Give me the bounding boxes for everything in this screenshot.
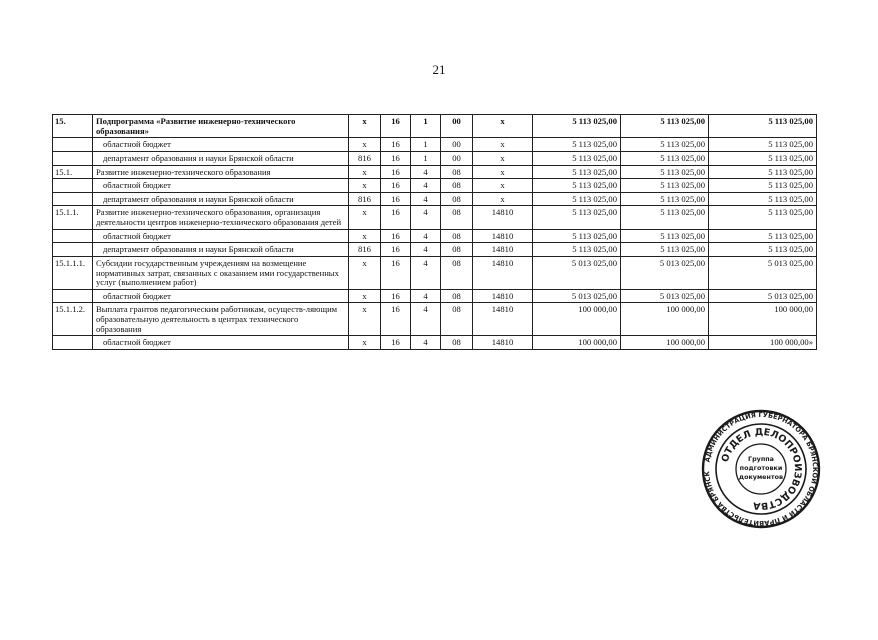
- cell-amount-3: 5 113 025,00: [709, 192, 817, 206]
- cell-subsection: 4: [411, 336, 441, 350]
- cell-name: Развитие инженерно-технического образования, организация деятельности центров инженерно-технического образования детей: [93, 206, 349, 229]
- cell-section: 16: [381, 289, 411, 303]
- cell-subsection: 4: [411, 289, 441, 303]
- cell-target-code: х: [473, 115, 533, 138]
- cell-amount-3: 5 113 025,00: [709, 243, 817, 257]
- cell-target-code: 14810: [473, 336, 533, 350]
- cell-program-code: 08: [441, 179, 473, 193]
- cell-name: Развитие инженерно-технического образования: [93, 165, 349, 179]
- cell-amount-1: 5 113 025,00: [533, 229, 621, 243]
- cell-amount-1: 5 113 025,00: [533, 179, 621, 193]
- cell-grbs: х: [349, 229, 381, 243]
- cell-program-code: 08: [441, 165, 473, 179]
- table-row: [53, 165, 817, 179]
- cell-name: областной бюджет: [93, 179, 349, 193]
- cell-grbs: х: [349, 165, 381, 179]
- cell-amount-2: 5 113 025,00: [621, 243, 709, 257]
- cell-program-code: 08: [441, 192, 473, 206]
- cell-program-code: 00: [441, 138, 473, 152]
- cell-section: 16: [381, 336, 411, 350]
- cell-name: областной бюджет: [93, 336, 349, 350]
- svg-text:ОТДЕЛ ДЕЛОПРОИЗВОДСТВА: ОТДЕЛ ДЕЛОПРОИЗВОДСТВА: [719, 426, 804, 512]
- cell-number: 15.1.1.1.: [53, 256, 93, 289]
- cell-amount-1: 5 013 025,00: [533, 256, 621, 289]
- cell-section: 16: [381, 192, 411, 206]
- cell-amount-1: 5 113 025,00: [533, 115, 621, 138]
- cell-subsection: 4: [411, 243, 441, 257]
- cell-target-code: 14810: [473, 289, 533, 303]
- cell-amount-3: 5 113 025,00: [709, 229, 817, 243]
- table-body: [53, 115, 817, 350]
- cell-section: 16: [381, 115, 411, 138]
- cell-amount-1: 100 000,00: [533, 303, 621, 336]
- cell-amount-2: 100 000,00: [621, 303, 709, 336]
- cell-subsection: 4: [411, 206, 441, 229]
- table-row: [53, 256, 817, 289]
- cell-program-code: 00: [441, 115, 473, 138]
- cell-subsection: 1: [411, 115, 441, 138]
- cell-target-code: 14810: [473, 243, 533, 257]
- cell-number: [53, 179, 93, 193]
- cell-subsection: 4: [411, 303, 441, 336]
- cell-target-code: 14810: [473, 303, 533, 336]
- cell-grbs: х: [349, 179, 381, 193]
- cell-name: областной бюджет: [93, 229, 349, 243]
- cell-number: [53, 138, 93, 152]
- cell-section: 16: [381, 179, 411, 193]
- cell-program-code: 00: [441, 151, 473, 165]
- cell-name: департамент образования и науки Брянской области: [93, 151, 349, 165]
- cell-program-code: 08: [441, 229, 473, 243]
- cell-number: 15.1.1.2.: [53, 303, 93, 336]
- office-stamp: [700, 408, 822, 530]
- cell-program-code: 08: [441, 243, 473, 257]
- cell-amount-2: 100 000,00: [621, 336, 709, 350]
- cell-amount-3: 5 113 025,00: [709, 179, 817, 193]
- cell-grbs: х: [349, 206, 381, 229]
- cell-amount-2: 5 113 025,00: [621, 115, 709, 138]
- cell-number: 15.: [53, 115, 93, 138]
- table-row: [53, 151, 817, 165]
- cell-target-code: х: [473, 138, 533, 152]
- cell-amount-3: 5 113 025,00: [709, 115, 817, 138]
- cell-subsection: 1: [411, 151, 441, 165]
- cell-section: 16: [381, 243, 411, 257]
- cell-number: [53, 336, 93, 350]
- cell-subsection: 4: [411, 192, 441, 206]
- table-row: [53, 179, 817, 193]
- cell-amount-2: 5 113 025,00: [621, 138, 709, 152]
- cell-program-code: 08: [441, 289, 473, 303]
- cell-target-code: х: [473, 165, 533, 179]
- cell-section: 16: [381, 138, 411, 152]
- cell-amount-3: 100 000,00»: [709, 336, 817, 350]
- cell-amount-3: 5 113 025,00: [709, 151, 817, 165]
- cell-target-code: х: [473, 179, 533, 193]
- table-row: [53, 336, 817, 350]
- table-row: [53, 229, 817, 243]
- svg-text:документов: документов: [738, 473, 784, 481]
- cell-amount-2: 5 013 025,00: [621, 256, 709, 289]
- cell-section: 16: [381, 165, 411, 179]
- cell-grbs: х: [349, 289, 381, 303]
- cell-section: 16: [381, 303, 411, 336]
- cell-amount-3: 5 113 025,00: [709, 138, 817, 152]
- cell-section: 16: [381, 256, 411, 289]
- cell-amount-2: 5 113 025,00: [621, 206, 709, 229]
- cell-amount-2: 5 013 025,00: [621, 289, 709, 303]
- cell-name: Выплата грантов педагогическим работникам, осуществ-ляющим образовательную деятельность в центрах технического образования: [93, 303, 349, 336]
- cell-amount-1: 5 113 025,00: [533, 151, 621, 165]
- cell-number: [53, 192, 93, 206]
- cell-section: 16: [381, 151, 411, 165]
- svg-text:АДМИНИСТРАЦИЯ ГУБЕРНАТОРА БРЯН: АДМИНИСТРАЦИЯ ГУБЕРНАТОРА БРЯНСКОЙ ОБЛАСТИ И ПРАВИТЕЛЬСТВА БРЯНСК: [702, 410, 820, 528]
- cell-name: Субсидии государственным учреждениям на возмещение нормативных затрат, связанных с оказанием ими государственных услуг (выполнением работ): [93, 256, 349, 289]
- cell-name: областной бюджет: [93, 138, 349, 152]
- cell-target-code: х: [473, 192, 533, 206]
- cell-program-code: 08: [441, 303, 473, 336]
- cell-section: 16: [381, 229, 411, 243]
- cell-subsection: 4: [411, 256, 441, 289]
- cell-amount-2: 5 113 025,00: [621, 229, 709, 243]
- cell-amount-3: 5 013 025,00: [709, 256, 817, 289]
- cell-amount-3: 5 113 025,00: [709, 165, 817, 179]
- cell-amount-3: 5 013 025,00: [709, 289, 817, 303]
- table-row: [53, 192, 817, 206]
- cell-number: 15.1.1.: [53, 206, 93, 229]
- cell-amount-1: 5 113 025,00: [533, 192, 621, 206]
- cell-amount-3: 100 000,00: [709, 303, 817, 336]
- cell-program-code: 08: [441, 336, 473, 350]
- cell-amount-2: 5 113 025,00: [621, 192, 709, 206]
- cell-amount-1: 5 113 025,00: [533, 165, 621, 179]
- cell-number: [53, 243, 93, 257]
- table-row: [53, 303, 817, 336]
- cell-number: [53, 289, 93, 303]
- cell-target-code: 14810: [473, 256, 533, 289]
- cell-grbs: х: [349, 138, 381, 152]
- cell-number: 15.1.: [53, 165, 93, 179]
- cell-amount-3: 5 113 025,00: [709, 206, 817, 229]
- cell-grbs: 816: [349, 243, 381, 257]
- cell-program-code: 08: [441, 256, 473, 289]
- table-row: [53, 289, 817, 303]
- svg-text:подготовки: подготовки: [739, 464, 783, 472]
- cell-amount-2: 5 113 025,00: [621, 151, 709, 165]
- cell-number: [53, 151, 93, 165]
- table-row: [53, 243, 817, 257]
- cell-subsection: 4: [411, 229, 441, 243]
- cell-amount-1: 5 013 025,00: [533, 289, 621, 303]
- table-row: [53, 138, 817, 152]
- cell-amount-1: 5 113 025,00: [533, 243, 621, 257]
- cell-target-code: 14810: [473, 229, 533, 243]
- cell-amount-1: 100 000,00: [533, 336, 621, 350]
- table-row: [53, 115, 817, 138]
- cell-grbs: х: [349, 256, 381, 289]
- cell-program-code: 08: [441, 206, 473, 229]
- page-number: 21: [432, 62, 446, 77]
- budget-table: [52, 114, 817, 350]
- cell-subsection: 4: [411, 179, 441, 193]
- cell-target-code: х: [473, 151, 533, 165]
- cell-section: 16: [381, 206, 411, 229]
- cell-amount-2: 5 113 025,00: [621, 165, 709, 179]
- cell-name: областной бюджет: [93, 289, 349, 303]
- cell-amount-1: 5 113 025,00: [533, 138, 621, 152]
- cell-amount-1: 5 113 025,00: [533, 206, 621, 229]
- cell-number: [53, 229, 93, 243]
- table-row: [53, 206, 817, 229]
- cell-subsection: 1: [411, 138, 441, 152]
- cell-subsection: 4: [411, 165, 441, 179]
- cell-grbs: 816: [349, 151, 381, 165]
- cell-name: департамент образования и науки Брянской области: [93, 243, 349, 257]
- cell-grbs: х: [349, 336, 381, 350]
- cell-name: Подпрограмма «Развитие инженерно-технического образования»: [93, 115, 349, 138]
- cell-grbs: х: [349, 303, 381, 336]
- cell-grbs: х: [349, 115, 381, 138]
- stamp-seal-graphic: [700, 408, 822, 530]
- cell-target-code: 14810: [473, 206, 533, 229]
- svg-text:Группа: Группа: [748, 455, 774, 463]
- cell-grbs: 816: [349, 192, 381, 206]
- cell-amount-2: 5 113 025,00: [621, 179, 709, 193]
- cell-name: департамент образования и науки Брянской области: [93, 192, 349, 206]
